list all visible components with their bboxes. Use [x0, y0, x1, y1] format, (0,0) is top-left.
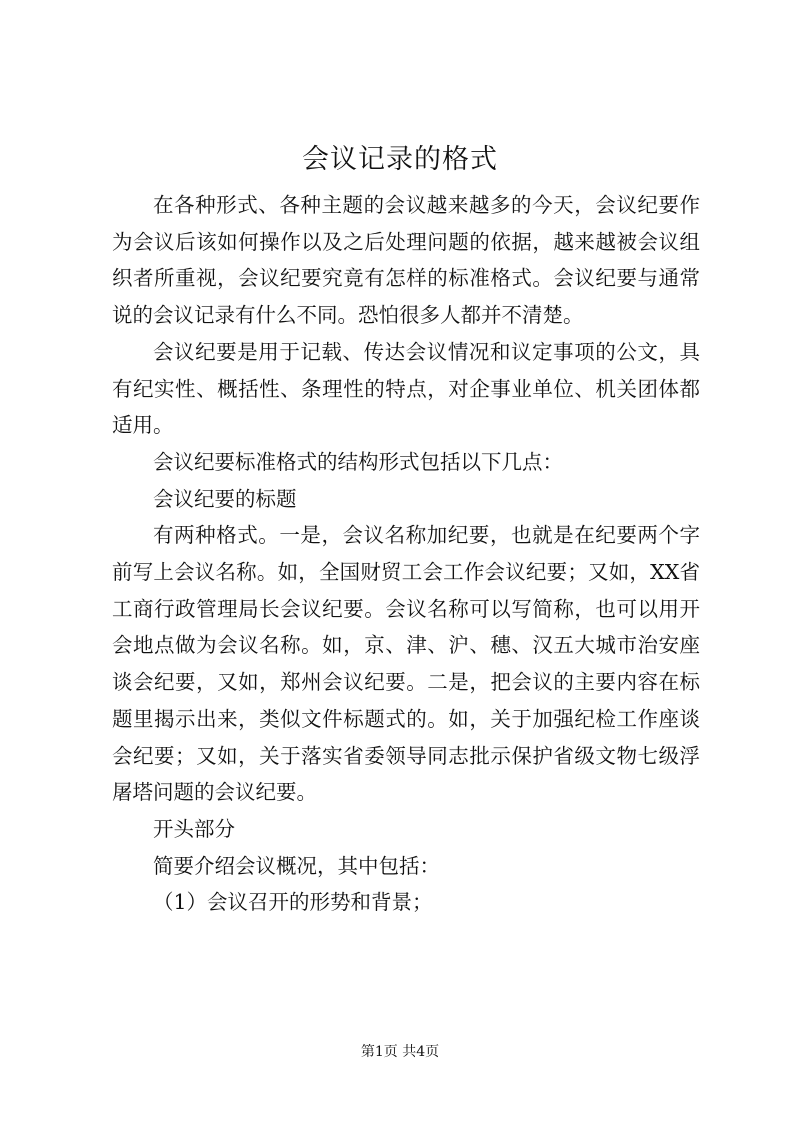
section-heading-title: 会议纪要的标题 [153, 486, 297, 511]
paragraph-intro: 在各种形式、各种主题的会议越来越多的今天，会议纪要作为会议后该如何操作以及之后处理问题的依据，越来越被会议组织者所重视，会议纪要究竟有怎样的标准格式。会议纪要与通常说的会议记录有什么不同。恐怕很多人都并不清楚。 [112, 193, 700, 328]
section-heading-opening: 开头部分 [153, 816, 235, 841]
paragraph-title-formats: 有两种格式。一是，会议名称加纪要，也就是在纪要两个字前写上会议名称。如，全国财贸工会工作会议纪要；又如，XX省工商行政管理局长会议纪要。会议名称可以写简称，也可以用开会地点做为会议名称。如，京、津、沪、穗、汉五大城市治安座谈会纪要，又如，郑州会议纪要。二是，把会议的主要内容在标题里揭示出来，类似文件标题式的。如，关于加强纪检工作座谈会纪要；又如，关于落实省委领导同志批示保护省级文物七级浮屠塔问题的会议纪要。 [112, 523, 700, 805]
paragraph-definition: 会议纪要是用于记载、传达会议情况和议定事项的公文，具有纪实性、概括性、条理性的特点，对企事业单位、机关团体都适用。 [112, 339, 700, 438]
page-footer: 第1页 共4页 [360, 1044, 440, 1060]
document-title: 会议记录的格式 [302, 144, 498, 175]
document-body [112, 187, 700, 921]
paragraph-structure-lead: 会议纪要标准格式的结构形式包括以下几点： [153, 449, 563, 474]
list-item-1: （1）会议召开的形势和背景； [153, 890, 433, 915]
paragraph-opening-summary: 简要介绍会议概况，其中包括： [153, 853, 440, 878]
